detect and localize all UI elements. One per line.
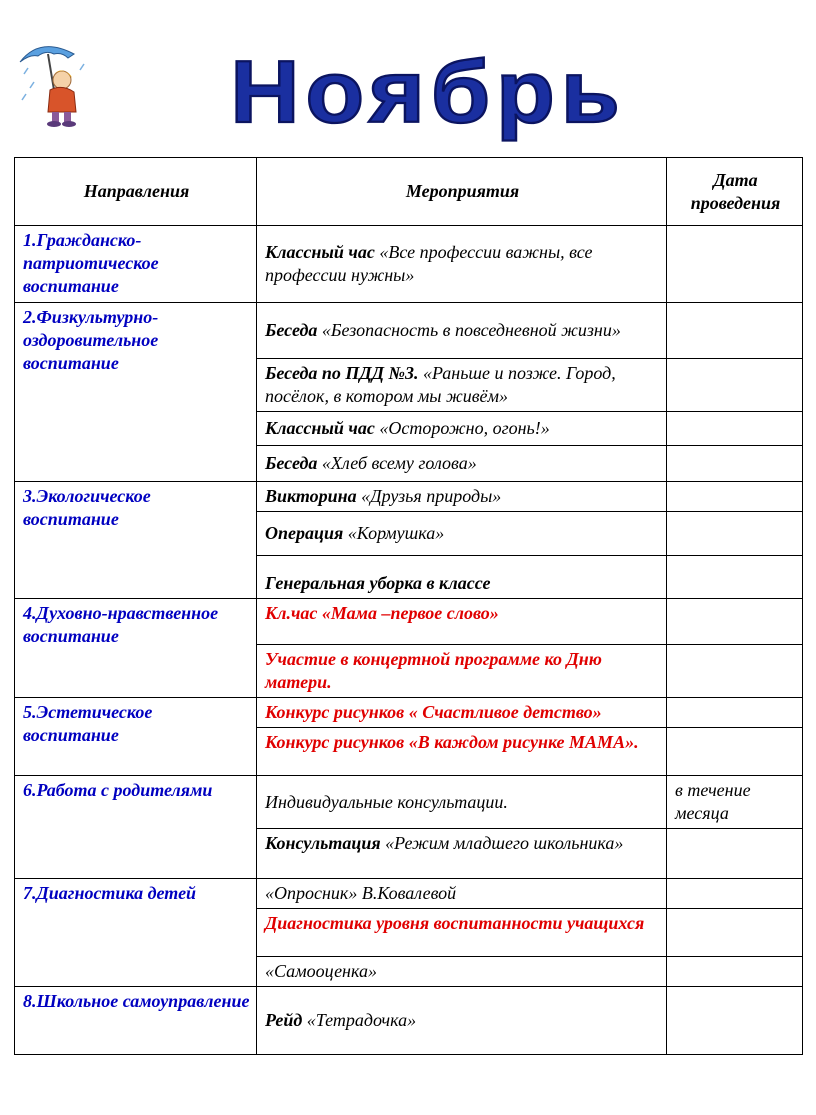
date-cell xyxy=(667,359,803,412)
event-cell: «Опросник» В.Ковалевой xyxy=(257,879,667,909)
event-title: «Осторожно, огонь!» xyxy=(374,418,550,438)
date-cell xyxy=(667,412,803,446)
page-title xyxy=(118,52,738,144)
event-type: Консультация xyxy=(265,833,381,853)
event-cell xyxy=(257,829,667,879)
event-cell xyxy=(257,226,667,303)
date-cell xyxy=(667,512,803,556)
table-row xyxy=(15,698,803,728)
event-cell xyxy=(257,359,667,412)
table-row xyxy=(15,226,803,303)
date-cell xyxy=(667,556,803,599)
event-cell: Диагностика уровня воспитанности учащихся xyxy=(257,909,667,957)
page-header xyxy=(0,0,816,150)
event-title: «Раньше и позже. Город, посёлок, в котором мы живём» xyxy=(265,363,616,406)
date-cell xyxy=(667,909,803,957)
event-title: «Друзья природы» xyxy=(356,486,502,506)
header-date: Дата проведения xyxy=(667,158,803,226)
event-cell xyxy=(257,303,667,359)
date-cell xyxy=(667,987,803,1055)
event-type: Операция xyxy=(265,523,344,543)
direction-cell: 3.Экологическое воспитание xyxy=(15,482,257,599)
event-cell: Участие в концертной программе ко Дню матери. xyxy=(257,645,667,698)
date-cell xyxy=(667,226,803,303)
table-row xyxy=(15,599,803,645)
event-cell xyxy=(257,556,667,599)
event-type: Классный час xyxy=(265,242,375,262)
table-row xyxy=(15,776,803,829)
event-title: «Кормушка» xyxy=(343,523,445,543)
header-events: Мероприятия xyxy=(257,158,667,226)
event-type: Беседа xyxy=(265,453,318,473)
event-cell: Конкурс рисунков «В каждом рисунке МАМА». xyxy=(257,728,667,776)
date-cell xyxy=(667,645,803,698)
table-row xyxy=(15,482,803,512)
girl-with-umbrella-icon xyxy=(18,40,90,132)
event-cell: Индивидуальные консультации. xyxy=(257,776,667,829)
event-cell xyxy=(257,987,667,1055)
event-type: Классный час xyxy=(265,418,375,438)
date-cell xyxy=(667,879,803,909)
table-row xyxy=(15,987,803,1055)
event-title: «Тетрадочка» xyxy=(302,1010,417,1030)
date-cell xyxy=(667,303,803,359)
date-cell xyxy=(667,446,803,482)
event-cell xyxy=(257,412,667,446)
event-cell xyxy=(257,482,667,512)
date-cell xyxy=(667,698,803,728)
event-title: «Хлеб всему голова» xyxy=(317,453,477,473)
event-title: «Безопасность в повседневной жизни» xyxy=(317,320,621,340)
date-cell xyxy=(667,728,803,776)
header-directions: Направления xyxy=(15,158,257,226)
date-cell xyxy=(667,829,803,879)
direction-cell: 2.Физкультурно-оздоровительное воспитание xyxy=(15,303,257,482)
direction-cell: 7.Диагностика детей xyxy=(15,879,257,987)
event-type: Викторина xyxy=(265,486,357,506)
event-type: Генеральная уборка в классе xyxy=(265,573,491,593)
event-title: «Режим младшего школьника» xyxy=(380,833,624,853)
event-cell: «Самооценка» xyxy=(257,957,667,987)
date-cell xyxy=(667,957,803,987)
event-cell xyxy=(257,446,667,482)
event-cell: Кл.час «Мама –первое слово» xyxy=(257,599,667,645)
direction-cell: 8.Школьное самоуправление xyxy=(15,987,257,1055)
table-row xyxy=(15,303,803,359)
date-cell xyxy=(667,599,803,645)
event-cell xyxy=(257,512,667,556)
table-header-row xyxy=(15,158,803,226)
event-type: Беседа по ПДД №3. xyxy=(265,363,419,383)
table-row xyxy=(15,879,803,909)
direction-cell: 5.Эстетическое воспитание xyxy=(15,698,257,776)
svg-text:Ноябрь: Ноябрь xyxy=(230,52,626,142)
date-cell xyxy=(667,482,803,512)
direction-cell: 1.Гражданско-патриотическое воспитание xyxy=(15,226,257,303)
event-type: Рейд xyxy=(265,1010,303,1030)
direction-cell: 6.Работа с родителями xyxy=(15,776,257,879)
plan-table xyxy=(14,157,803,1055)
event-title: «Все профессии важны, все профессии нужны» xyxy=(265,242,593,285)
direction-cell: 4.Духовно-нравственное воспитание xyxy=(15,599,257,698)
event-cell: Конкурс рисунков « Счастливое детство» xyxy=(257,698,667,728)
event-type: Беседа xyxy=(265,320,318,340)
date-cell: в течение месяца xyxy=(667,776,803,829)
